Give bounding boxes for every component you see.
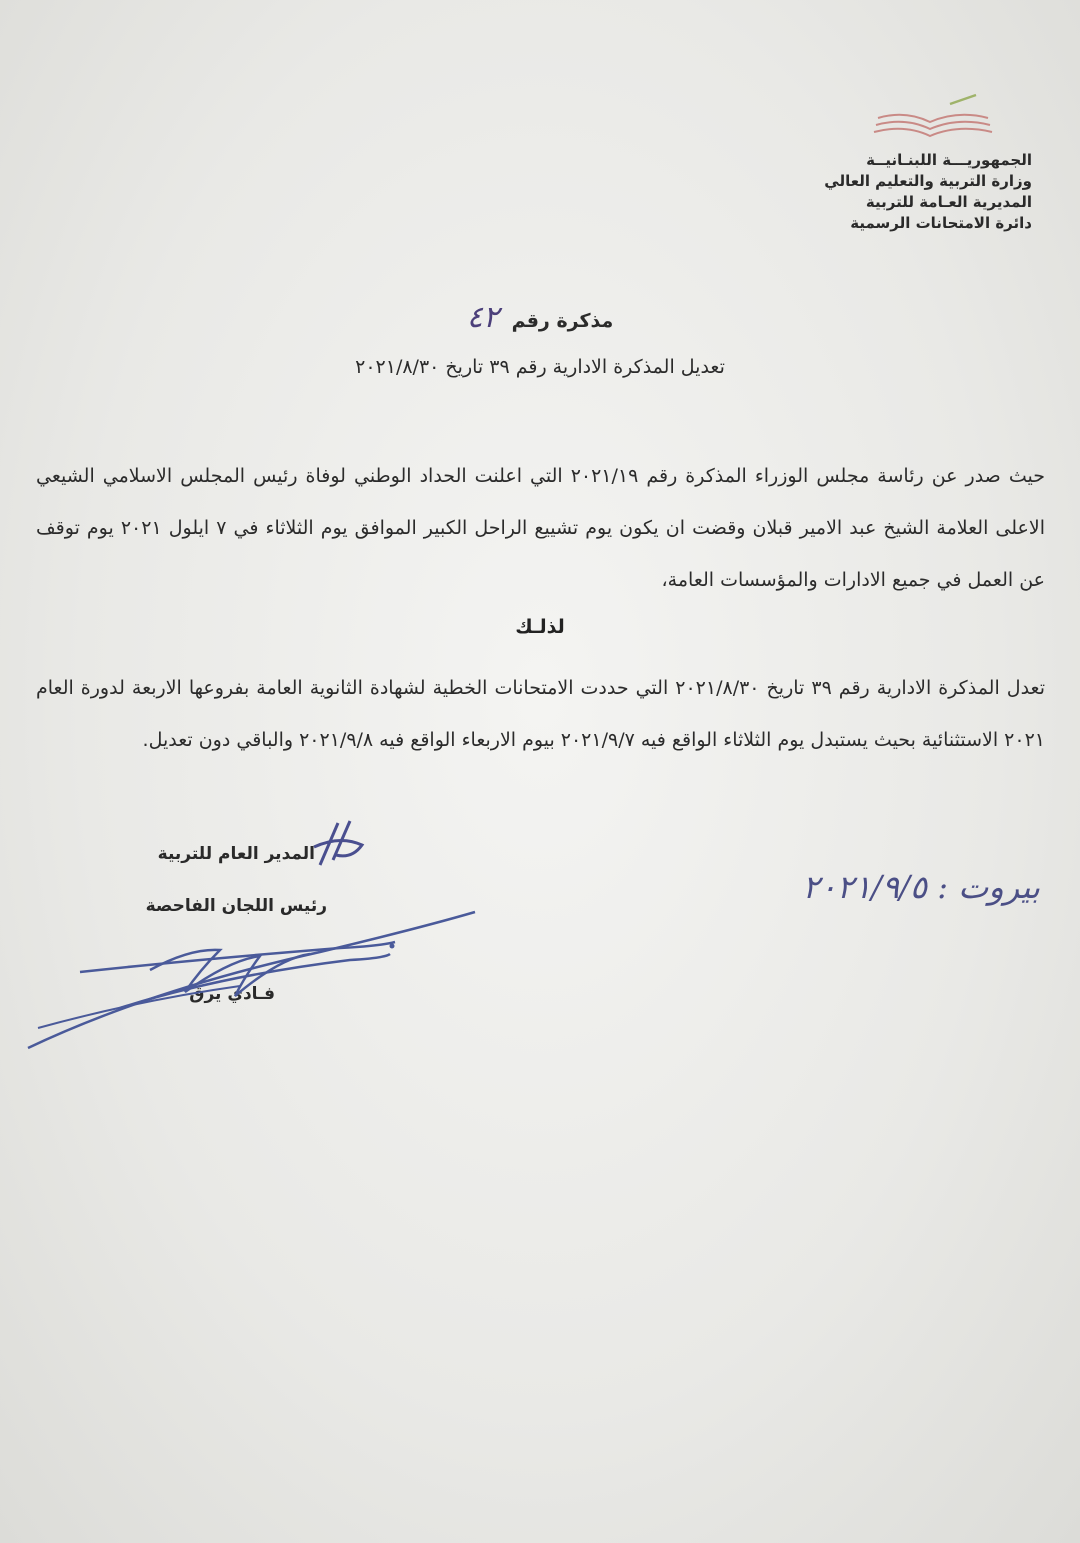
letterhead xyxy=(772,150,1032,234)
memo-subject: تعديل المذكرة الادارية رقم ٣٩ تاريخ ٢٠٢١/٨/٣٠ xyxy=(355,356,725,378)
memo-title-label: مذكرة رقم xyxy=(511,310,614,332)
signatory-name: فـادي يرق xyxy=(189,984,275,1004)
memo-title xyxy=(0,300,1080,335)
letterhead-ministry: وزارة التربية والتعليم العالي xyxy=(824,172,1032,190)
letterhead-republic: الجمهوريـــة اللبنـانيــة xyxy=(866,151,1032,169)
body-paragraph-1: حيث صدر عن رئاسة مجلس الوزراء المذكرة رقم ٢٠٢١/١٩ التي اعلنت الحداد الوطني لوفاة رئيس المجلس الاسلامي الشيعي الاعلى العلامة الشيخ عبد الامير قبلان وقضت ان يكون يوم تشييع الراحل الكبير الموافق يوم الثلاثاء في ٧ ايلول ٢٠٢١ يوم توقف عن العمل في جميع الادارات والمؤسسات العامة، xyxy=(36,465,1045,591)
letterhead-department: دائرة الامتحانات الرسمية xyxy=(850,214,1032,232)
body-paragraph-2: تعدل المذكرة الادارية رقم ٣٩ تاريخ ٢٠٢١/٨/٣٠ التي حددت الامتحانات الخطية لشهادة الثانوية العامة بفروعها الاربعة لدورة العام ٢٠٢١ الاستثنائية بحيث يستبدل يوم الثلاثاء الواقع فيه ٢٠٢١/٩/٧ بيوم الاربعاء الواقع فيه ٢٠٢١/٩/٨ والباقي دون تعديل. xyxy=(36,677,1045,751)
signatory-title: المدير العام للتربية xyxy=(157,844,315,864)
letterhead-directorate: المديرية العـامة للتربية xyxy=(865,193,1032,211)
place-and-date: بيروت : ٢٠٢١/٩/٥ xyxy=(802,868,1040,906)
handwritten-initials xyxy=(300,815,370,875)
ministry-logo xyxy=(870,92,995,147)
signatory-role: رئيس اللجان الفاحصة xyxy=(145,896,327,916)
handwritten-signature xyxy=(20,900,490,1060)
therefore-heading: لذلـك xyxy=(515,616,565,638)
memo-number: ٤٢ xyxy=(466,300,499,335)
